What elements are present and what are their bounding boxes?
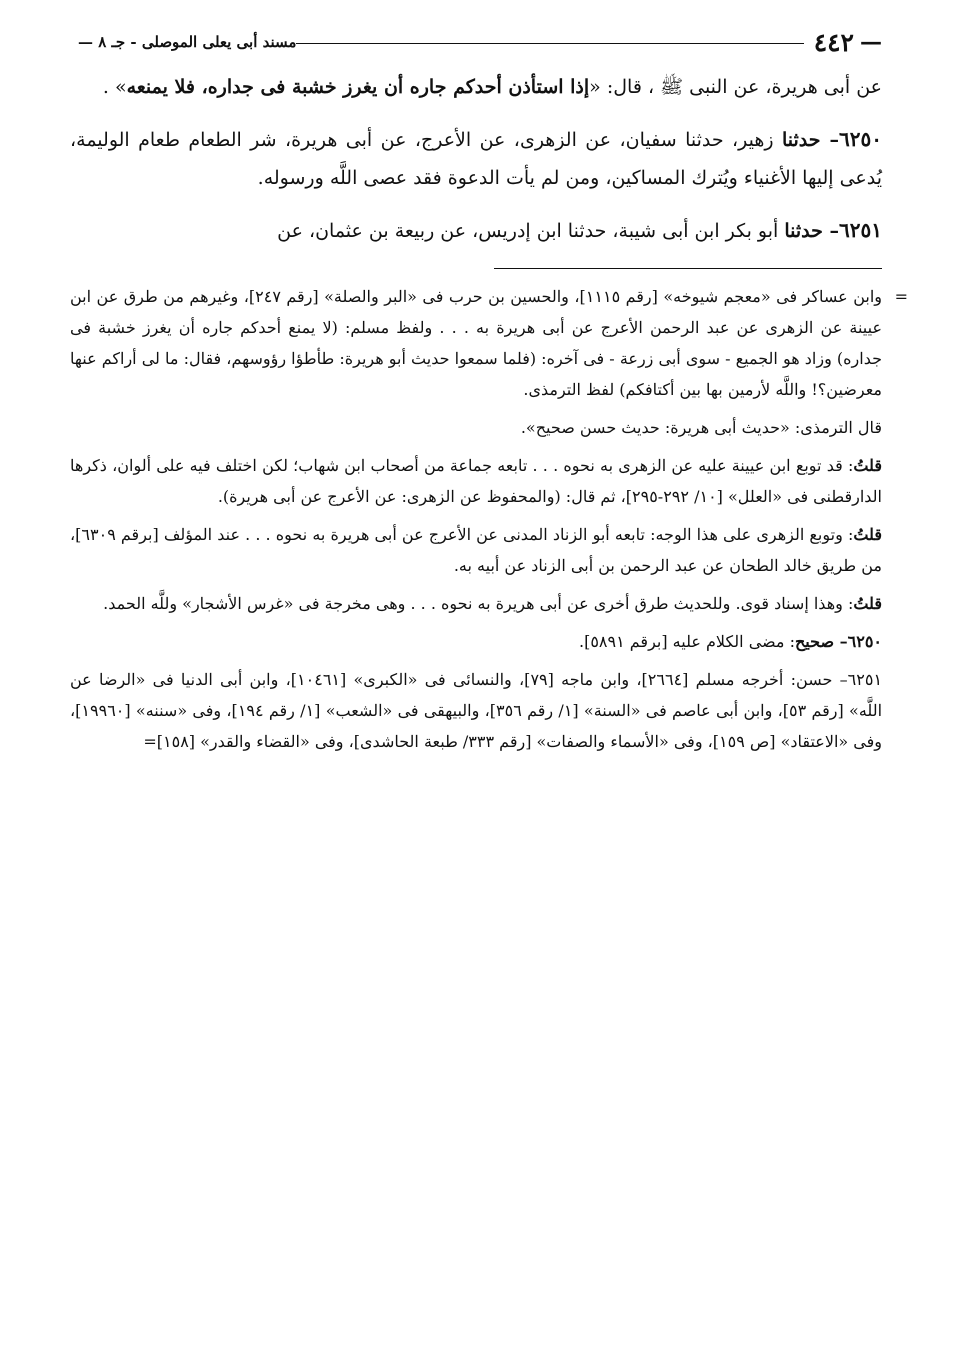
footnote-6251: ٦٢٥١– حسن: أخرجه مسلم [٢٦٦٤]، وابن ماجه [٧٩]، والنسائى فى «الكبرى» [١٠٤٦١]، وابن أبى الدنيا فى «الرضا عن اللَّه» [رقم ٥٣]، وابن أبى عاصم فى «السنة» [١/ رقم ٣٥٦]، والبيهقى فى «الشعب» [١/ رقم ١٩٤]، وفى «سننه» [١٩٩٦٠]، وفى «الاعتقاد» [ص ١٥٩]، وفى «الأسماء والصفات» [رقم ٣٣٣/ طبعة الحاشدى]، وفى «القضاء والقدر» [١٥٨]= bbox=[70, 670, 883, 751]
hadith-quote: إذا استأذن أحدكم جاره أن يغرز خشبة فى جداره، فلا يمنعه bbox=[126, 76, 590, 98]
hadith-6251: ٦٢٥١– حدثنا أبو بكر ابن أبى شيبة، حدثنا ابن إدريس، عن ربيعة بن عثمان، عن bbox=[277, 218, 882, 242]
hadith-number: ٦٢٥١ bbox=[839, 218, 882, 242]
footnote-qultu-2: قلتُ: وتوبع الزهرى على هذا الوجه: تابعه أبو الزناد المدنى عن الأعرج عن أبى هريرة به نحوه . . . عند المؤلف [برقم ٦٣٠٩]، من طريق خالد الطحان عن عبد الرحمن بن أبى الزناد عن أبيه به. bbox=[70, 525, 882, 575]
hadith-6250: ٦٢٥٠– حدثنا زهير، حدثنا سفيان، عن الزهرى، عن الأعرج، عن أبى هريرة، شر الطعام طعام الوليمة، يُدعى إليها الأغنياء ويُترك المساكين، ومن لم يأت الدعوة فقد عصى اللَّه ورسوله. bbox=[70, 127, 882, 189]
footnote-continuation: = وابن عساكر فى «معجم شيوخه» [رقم ١١١٥]، والحسين بن حرب فى «البر والصلة» [رقم ٢٤٧]، وغيرهم من طرق عن ابن عيينة عن الزهرى عن عبد الرحمن الأعرج عن أبى هريرة به . . . ولفظ مسلم: (لا يمنع أحدكم جاره أن يغرز خشبة فى جداره) وزاد هو الجميع - سوى أبى زرعة - فى آخره: (فلما سمعوا حديث أبو هريرة: طأطؤا رؤوسهم، فقال: ما لى أراكم عنها معرضين؟! واللَّه لأرمين بها بين أكتافكم) لفظ الترمذى. bbox=[70, 281, 882, 405]
hadith-keyword: حدثنا bbox=[784, 220, 823, 242]
footnote-tirmidhi: قال الترمذى: «حديث أبى هريرة: حديث حسن صحيح». bbox=[520, 418, 882, 437]
header-dash: — bbox=[860, 29, 882, 55]
running-header bbox=[70, 24, 882, 60]
page-number: ٤٤٢ bbox=[813, 27, 854, 57]
footnote-divider bbox=[494, 268, 882, 269]
hadith-body: زهير، حدثنا سفيان، عن الزهرى، عن الأعرج، عن أبى هريرة، شر الطعام طعام الوليمة، يُدعى إليها الأغنياء ويُترك المساكين، ومن لم يأت الدعوة فقد عصى اللَّه ورسوله. bbox=[70, 129, 882, 189]
footnote-qultu-1: قلتُ: قد توبع ابن عيينة عليه عن الزهرى به نحوه . . . تابعه جماعة من أصحاب ابن شهاب؛ لكن اختلف فيه على ألوان، ذكرها الدارقطنى فى «العلل» [١٠/ ٢٩٢-٢٩٥]، ثم قال: (والمحفوظ عن الزهرى: عن الأعرج عن أبى هريرة). bbox=[70, 456, 882, 506]
hadith-keyword: حدثنا bbox=[782, 129, 821, 151]
hadith-body: أبو بكر ابن أبى شيبة، حدثنا ابن إدريس، عن ربيعة بن عثمان، عن bbox=[277, 220, 779, 242]
footnote-6250: ٦٢٥٠– صحيح: مضى الكلام عليه [برقم ٥٨٩١]. bbox=[578, 632, 882, 651]
page bbox=[70, 24, 882, 764]
hadith-6249-ending: عن أبى هريرة، عن النبى ﷺ ، قال: «إذا استأذن أحدكم جاره أن يغرز خشبة فى جداره، فلا يمنعه» . bbox=[102, 76, 882, 98]
footnotes bbox=[70, 281, 882, 757]
header-rule bbox=[296, 43, 803, 44]
footnote-qultu-3: قلتُ: وهذا إسناد قوى. وللحديث طرق أخرى عن أبى هريرة به نحوه . . . وهى مخرجة فى «غرس الأشجار» وللَّه الحمد. bbox=[103, 594, 882, 613]
main-text bbox=[70, 68, 882, 250]
hadith-number: ٦٢٥٠ bbox=[839, 127, 882, 151]
book-title: مسند أبى يعلى الموصلى - جـ ٨ — bbox=[78, 33, 297, 51]
